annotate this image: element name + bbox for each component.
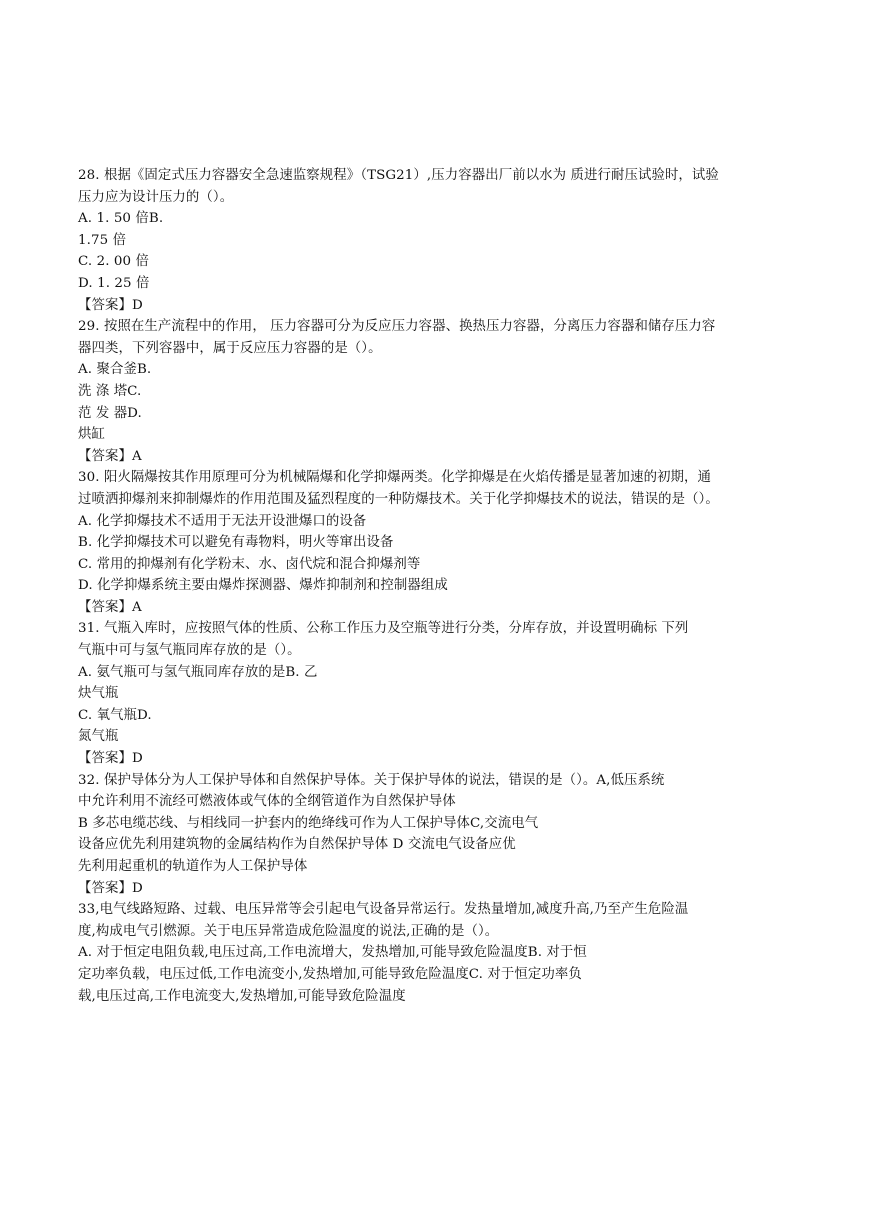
- q28-option-c: C. 2. 00 倍: [78, 254, 149, 270]
- q33-stem-line-1: 33,电气线路短路、过载、电压异常等会引起电气设备异常运行。发热量增加,减度升高,乃至产生危险温: [78, 902, 689, 918]
- q28-option-a: A. 1. 50 倍B.: [78, 211, 164, 227]
- q29-option-d: 烘缸: [78, 427, 105, 443]
- q30-stem-line-2: 过喷洒抑爆剂来抑制爆炸的作用范围及猛烈程度的一种防爆技术。关于化学抑爆技术的说法，错误的是（）。: [78, 491, 719, 507]
- q31-stem-line-2: 气瓶中可与氢气瓶同库存放的是（）。: [78, 643, 301, 659]
- q30-option-c: C. 常用的抑爆剂有化学粉末、水、卤代烷和混合抑爆剂等: [78, 556, 421, 572]
- q33-option-line-3: 载,电压过高,工作电流变大,发热增加,可能导致危险温度: [78, 988, 406, 1004]
- q32-option-b: B 多芯电缆芯线、与相线同一护套内的绝绛线可作为人工保护导体C,交流电气: [78, 815, 539, 831]
- q30-option-d: D. 化学抑爆系统主要由爆炸探测器、爆炸抑制剂和控制器组成: [78, 578, 448, 594]
- q28-answer: 【答案】D: [78, 297, 143, 313]
- q28-option-d: D. 1. 25 倍: [78, 275, 150, 291]
- q29-option-b: 洗 涤 塔C.: [78, 383, 142, 399]
- q29-option-a: A. 聚合釜B.: [78, 362, 152, 378]
- q29-stem-line-2: 器四类，下列容器中，属于反应压力容器的是（）。: [78, 340, 382, 356]
- q31-option-b: 炔气瓶: [78, 686, 119, 702]
- q29-option-c: 范 发 器D.: [78, 405, 142, 421]
- q29-answer: 【答案】A: [78, 448, 142, 464]
- q31-option-d: 氮气瓶: [78, 729, 119, 745]
- q30-option-b: B. 化学抑爆技术可以避免有毒物料，明火等窜出设备: [78, 535, 394, 551]
- q33-option-line-1: A. 对于恒定电阻负载,电压过高,工作电流增大，发热增加,可能导致危险温度B. 对于恒: [78, 945, 587, 961]
- q32-option-a: 中允许利用不流经可燃液体或气体的全纲管道作为自然保护导体: [78, 794, 456, 810]
- q28-stem-line-2: 压力应为设计压力的（）。: [78, 189, 234, 205]
- q32-option-d: 先利用起重机的轨道作为人工保护导体: [78, 859, 308, 874]
- q31-option-a: A. 氨气瓶可与氢气瓶同库存放的是B. 乙: [78, 664, 318, 680]
- document-body: [78, 165, 794, 1007]
- q30-stem-line-1: 30. 阳火隔爆按其作用原理可分为机械隔爆和化学抑爆两类。化学抑爆是在火焰传播是显著加速的初期，通: [78, 470, 712, 486]
- q31-stem-line-1: 31. 气瓶入库时，应按照气体的性质、公称工作压力及空瓶等进行分类，分库存放，并设置明确标 下列: [78, 621, 689, 637]
- q31-answer: 【答案】D: [78, 751, 143, 767]
- q31-option-c: C. 氧气瓶D.: [78, 707, 152, 723]
- q30-option-a: A. 化学抑爆技术不适用于无法开设泄爆口的设备: [78, 513, 367, 529]
- q33-stem-line-2: 度,构成电气引燃源。关于电压异常造成危险温度的说法,正确的是（）。: [78, 923, 499, 939]
- q32-answer: 【答案】D: [78, 880, 143, 896]
- q28-option-b: 1.75 倍: [78, 232, 127, 248]
- q28-stem-line-1: 28. 根据《固定式压力容器安全急速监察规程》（TSG21）,压力容器出厂前以水为 质进行耐压试验时，试验: [78, 168, 719, 183]
- q30-answer: 【答案】A: [78, 599, 142, 615]
- q33-option-line-2: 定功率负载，电压过低,工作电流变小,发热增加,可能导致危险温度C. 对于恒定功率负: [78, 966, 582, 982]
- q29-stem-line-1: 29. 按照在生产流程中的作用， 压力容器可分为反应压力容器、换热压力容器，分离压力容器和储存压力容: [78, 319, 716, 335]
- q32-option-c: 设备应优先利用建筑物的金属结构作为自然保护导体 D 交流电气设备应优: [78, 837, 516, 853]
- q32-stem-line-1: 32. 保护导体分为人工保护导体和自然保护导体。关于保护导体的说法，错误的是（）。A,低压系统: [78, 772, 665, 788]
